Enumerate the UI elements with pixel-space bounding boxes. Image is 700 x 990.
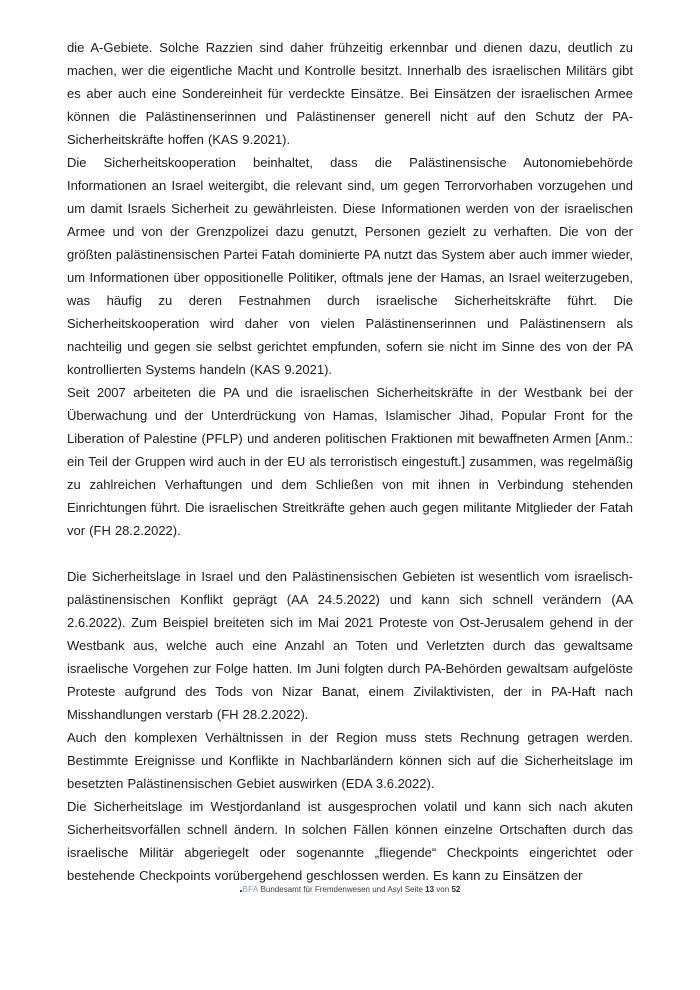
paragraph: Die Sicherheitskooperation beinhaltet, dass die Palästinensische Autonomiebehörde Informationen an Israel weitergibt, die relevant sind, um gegen Terrorvorhaben vorzugehen und um damit Israels Sicherheit zu gewährleisten. Diese Informationen werden von der israelischen Armee und von der Grenzpolizei dazu genutzt, Personen gezielt zu verhaften. Die von der größten palästinensischen Partei Fatah dominierte PA nutzt das System aber auch immer wieder, um Informationen über oppositionelle Politiker, oftmals jene der Hamas, an Israel weiterzugeben, was häufig zu deren Festnahmen durch israelische Sicherheitskräfte führt. Die Sicherheitskooperation wird daher von vielen Palästinenserinnen und Palästinensern als nachteilig und gegen sie selbst gerichtet empfunden, sofern sie nicht im Sinne des von der PA kontrollierten Systems handeln (KAS 9.2021). [67,155,633,377]
logo-dot-icon [240,890,242,892]
paragraph: Seit 2007 arbeiteten die PA und die israelischen Sicherheitskräfte in der Westbank bei der Überwachung und der Unterdrückung von Hamas, Islamischer Jihad, Popular Front for the Liberation of Palestine (PFLP) und anderen politischen Fraktionen mit bewaffneten Armen [Anm.: ein Teil der Gruppen wird auch in der EU als terroristisch eingestuft.] zusammen, was regelmäßig zu zahlreichen Verhaftungen und dem Schließen von mit ihnen in Verbindung stehenden Einrichtungen führt. Die israelischen Streitkräfte gehen auch gegen militante Mitglieder der Fatah vor (FH 28.2.2022). [67,385,633,538]
paragraph: Die Sicherheitslage im Westjordanland ist ausgesprochen volatil und kann sich nach akuten Sicherheitsvorfällen schnell ändern. In solchen Fällen können einzelne Ortschaften durch das israelische Militär abgeriegelt oder sogenannte „fliegende“ Checkpoints eingerichtet oder bestehende Checkpoints vorübergehend geschlossen werden. Es kann zu Einsätzen der [67,799,633,883]
footer-of-label: von [436,885,450,894]
paragraph: Auch den komplexen Verhältnissen in der Region muss stets Rechnung getragen werden. Bestimmte Ereignisse und Konflikte in Nachbarländern können sich auf die Sicherheitslage im besetzten Palästinensischen Gebiet auswirken (EDA 3.6.2022). [67,730,633,791]
page-footer [0,884,700,896]
footer-page-current: 13 [425,885,435,894]
document-body [67,36,633,887]
footer-office-name: Bundesamt für Fremdenwesen und Asyl [260,885,403,894]
paragraph: Die Sicherheitslage in Israel und den Palästinensischen Gebieten ist wesentlich vom israelisch-palästinensischen Konflikt geprägt (AA 24.5.2022) und kann sich schnell verändern (AA 2.6.2022). Zum Beispiel breiteten sich im Mai 2021 Proteste von Ost-Jerusalem gehend in der Westbank aus, welche auch eine Anzahl an Toten und Verletzten durch das gewaltsame israelische Vorgehen zur Folge hatten. Im Juni folgten durch PA-Behörden gewaltsam aufgelöste Proteste aufgrund des Tods von Nizar Banat, einem Zivilaktivisten, der in PA-Haft nach Misshandlungen verstarb (FH 28.2.2022). [67,569,633,722]
bfa-logo-text: BFA [242,885,259,894]
bfa-logo [240,884,259,896]
footer-page-total: 52 [451,885,461,894]
footer-page-label: Seite [404,885,423,894]
paragraph: die A-Gebiete. Solche Razzien sind daher frühzeitig erkennbar und dienen dazu, deutlich zu machen, wer die eigentliche Macht und Kontrolle besitzt. Innerhalb des israelischen Militärs gibt es aber auch eine Sondereinheit für verdeckte Einsätze. Bei Einsätzen der israelischen Armee können die Palästinenserinnen und Palästinenser generell nicht auf den Schutz der PA-Sicherheitskräfte hoffen (KAS 9.2021). [67,40,633,147]
